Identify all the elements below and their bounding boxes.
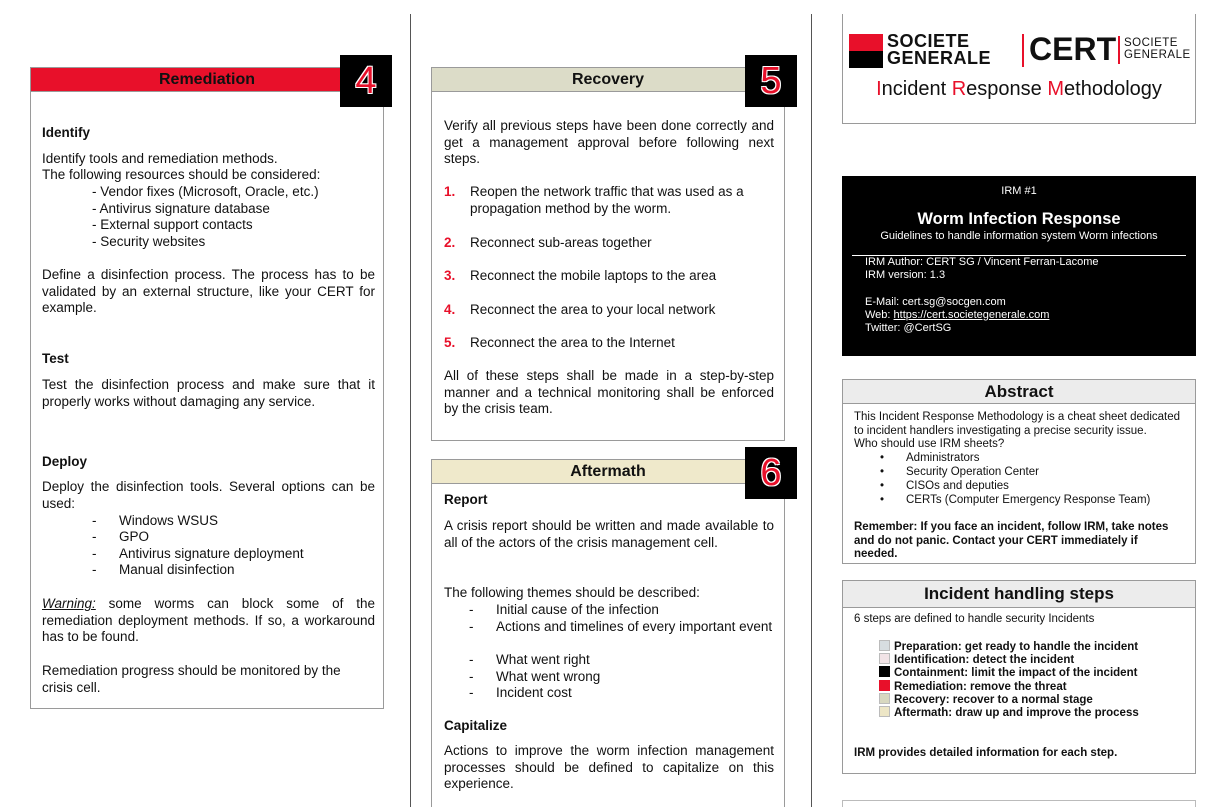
identify-item: - Security websites <box>92 234 206 249</box>
theme-dash: - <box>469 652 474 667</box>
deploy-item: - <box>92 529 97 544</box>
step-number-4: 4 <box>340 55 392 107</box>
recovery-step-text: Reconnect the area to your local network <box>470 302 716 317</box>
cert-logo-sub2: GENERALE <box>1124 49 1191 61</box>
legend-swatch <box>879 680 890 691</box>
legend-label: Identification: detect the incident <box>894 654 1075 666</box>
recovery-header <box>432 68 784 92</box>
irm-title-3: ethodology <box>1064 78 1162 100</box>
theme-dash: - <box>469 619 474 634</box>
sg-logo-line2: GENERALE <box>887 48 992 68</box>
recovery-title: Recovery <box>571 71 645 88</box>
theme-item: Initial cause of the infection <box>496 602 659 617</box>
report-title: Report <box>444 492 488 507</box>
steps-panel <box>842 580 1196 774</box>
warning-text: some worms can block some of the remediation deployment methods. If so, a workaround has to be found. <box>42 596 375 644</box>
step-number-5: 5 <box>745 55 797 107</box>
next-panel-edge <box>842 800 1196 807</box>
progress-paragraph: Remediation progress should be monitored by the crisis cell. <box>42 663 341 695</box>
deploy-item-label: Windows WSUS <box>119 513 219 528</box>
card-web <box>865 309 1049 321</box>
identify-item: - Vendor fixes (Microsoft, Oracle, etc.) <box>92 184 319 199</box>
report-paragraph: A crisis report should be written and made available to all of the actors of the crisis management cell. <box>444 518 774 550</box>
cert-logo-sub1: SOCIETE <box>1124 37 1178 49</box>
identify-p2: The following resources should be considered: <box>42 167 321 182</box>
recovery-step-number: 3. <box>444 268 456 283</box>
irm-title-1: ncident <box>881 78 952 100</box>
legend-swatch <box>879 653 890 664</box>
card-title: Worm Infection Response <box>917 210 1121 228</box>
legend-swatch <box>879 693 890 704</box>
recovery-step-text: Reconnect sub-areas together <box>470 235 652 250</box>
themes-intro: The following themes should be described: <box>444 585 700 600</box>
steps-header <box>843 581 1195 607</box>
column-divider-1 <box>410 14 411 807</box>
legend-aftermath <box>879 706 1139 719</box>
abstract-item-label: Administrators <box>906 452 980 464</box>
deploy-item: - <box>92 513 97 528</box>
capitalize-paragraph: Actions to improve the worm infection management processes should be defined to capitalize on this experience. <box>444 743 774 791</box>
abstract-item-label: CERTs (Computer Emergency Response Team) <box>906 494 1151 506</box>
theme-dash: - <box>469 602 474 617</box>
legend-remediation <box>879 680 1067 693</box>
theme-item: Actions and timelines of every important event <box>496 619 773 634</box>
deploy-item-label: GPO <box>119 529 150 544</box>
legend-swatch <box>879 666 890 677</box>
aftermath-header <box>432 460 784 484</box>
legend-identification <box>879 653 1074 666</box>
abstract-item-label: Security Operation Center <box>906 466 1039 478</box>
deploy-item-label: Manual disinfection <box>119 562 235 577</box>
recovery-step-number: 2. <box>444 235 456 250</box>
capitalize-title: Capitalize <box>444 718 508 733</box>
theme-item: Incident cost <box>496 685 572 700</box>
recovery-panel <box>431 67 785 441</box>
recovery-step-number: 1. <box>444 184 456 199</box>
card-web-label: Web: <box>865 309 894 321</box>
identify-p3: Define a disinfection process. The process has to be validated by an external structure, like your CERT for example. <box>42 267 375 315</box>
cert-logo-sub <box>1124 37 1191 61</box>
recovery-step-text: Reconnect the area to the Internet <box>470 335 675 350</box>
abstract-question: Who should use IRM sheets? <box>854 438 1005 450</box>
sg-logo-square-red <box>849 34 883 51</box>
logo-panel <box>842 14 1196 124</box>
recovery-step-number: 5. <box>444 335 456 350</box>
legend-preparation <box>879 640 1138 653</box>
abstract-panel <box>842 379 1196 564</box>
identify-item: - External support contacts <box>92 217 253 232</box>
card-author: IRM Author: CERT SG / Vincent Ferran-Lacome <box>865 256 1099 268</box>
logo-divider <box>1022 34 1024 67</box>
test-paragraph: Test the disinfection process and make sure that it properly works without damaging any service. <box>42 377 375 409</box>
card-twitter: Twitter: @CertSG <box>865 322 952 334</box>
card-web-link[interactable]: https://cert.societegenerale.com <box>893 309 1050 321</box>
recovery-step-text: Reconnect the mobile laptops to the area <box>470 268 717 283</box>
theme-item: What went right <box>496 652 590 667</box>
steps-title: Incident handling steps <box>924 584 1114 603</box>
legend-swatch <box>879 640 890 651</box>
recovery-outro: All of these steps shall be made in a step-by-step manner and a technical monitoring shall be enforced by the crisis team. <box>444 368 774 416</box>
remediation-header <box>31 68 383 92</box>
recovery-step-text: Reopen the network traffic that was used as a propagation method by the worm. <box>470 184 744 216</box>
remediation-title: Remediation <box>158 71 255 88</box>
abstract-item: • CISOs and deputies <box>880 480 1009 492</box>
irm-title-r: R <box>951 78 967 100</box>
test-title: Test <box>42 351 69 366</box>
card-irm-number: IRM #1 <box>1001 185 1037 197</box>
cert-logo: CERT <box>1029 31 1117 67</box>
card-subtitle: Guidelines to handle information system Worm infections <box>880 230 1158 242</box>
abstract-paragraph: This Incident Response Methodology is a cheat sheet dedicated to incident handlers investigating a precise security issue. <box>854 411 1181 437</box>
column-divider-2 <box>811 14 812 807</box>
warning-paragraph <box>42 596 375 646</box>
theme-item: What went wrong <box>496 669 601 684</box>
legend-label: Remediation: remove the threat <box>894 681 1067 693</box>
abstract-item: • CERTs (Computer Emergency Response Team) <box>880 494 1151 506</box>
abstract-item-label: CISOs and deputies <box>906 480 1009 492</box>
deploy-title: Deploy <box>42 454 88 469</box>
deploy-item-label: Antivirus signature deployment <box>119 546 304 561</box>
warning-label: Warning: <box>42 596 96 611</box>
cert-logo-divider <box>1118 36 1120 64</box>
deploy-item: - <box>92 546 97 561</box>
abstract-item: • Administrators <box>880 452 980 464</box>
irm-title-m: M <box>1047 78 1065 100</box>
sg-logo-text <box>887 33 991 67</box>
legend-label: Preparation: get ready to handle the incident <box>894 641 1139 653</box>
steps-header-rule <box>843 607 1195 608</box>
abstract-header <box>843 380 1195 404</box>
card-email: E-Mail: cert.sg@socgen.com <box>865 296 1006 308</box>
sg-logo-line1: SOCIETE <box>887 31 970 51</box>
abstract-item: • Security Operation Center <box>880 466 1039 478</box>
legend-label: Aftermath: draw up and improve the process <box>894 707 1139 719</box>
theme-dash: - <box>469 685 474 700</box>
theme-dash: - <box>469 669 474 684</box>
legend-swatch <box>879 706 890 717</box>
identify-p1: Identify tools and remediation methods. <box>42 151 278 166</box>
aftermath-panel <box>431 459 785 807</box>
remediation-panel <box>30 67 384 709</box>
abstract-title: Abstract <box>984 382 1054 401</box>
irm-title <box>843 78 1195 101</box>
recovery-step-number: 4. <box>444 302 456 317</box>
legend-containment <box>879 666 1137 679</box>
identify-item: - Antivirus signature database <box>92 201 270 216</box>
step-number-6: 6 <box>745 447 797 499</box>
recovery-intro: Verify all previous steps have been done correctly and get a management approval before following next steps. <box>444 118 774 166</box>
sg-logo-square-black <box>849 51 883 68</box>
abstract-remember: Remember: If you face an incident, follow IRM, take notes and do not panic. Contact your CERT immediately if needed. <box>854 521 1169 560</box>
irm-title-2: esponse <box>966 78 1048 100</box>
aftermath-title: Aftermath <box>570 463 646 480</box>
irm-card <box>842 176 1196 356</box>
legend-recovery <box>879 693 1093 706</box>
deploy-paragraph: Deploy the disinfection tools. Several options can be used: <box>42 479 375 511</box>
identify-title: Identify <box>42 125 91 140</box>
deploy-item: - <box>92 562 97 577</box>
card-version: IRM version: 1.3 <box>865 269 946 281</box>
irm-title-i: I <box>876 78 882 100</box>
legend-label: Containment: limit the impact of the incident <box>894 667 1138 679</box>
steps-intro: 6 steps are defined to handle security Incidents <box>854 613 1095 625</box>
steps-footer: IRM provides detailed information for each step. <box>854 747 1118 759</box>
legend-label: Recovery: recover to a normal stage <box>894 694 1093 706</box>
